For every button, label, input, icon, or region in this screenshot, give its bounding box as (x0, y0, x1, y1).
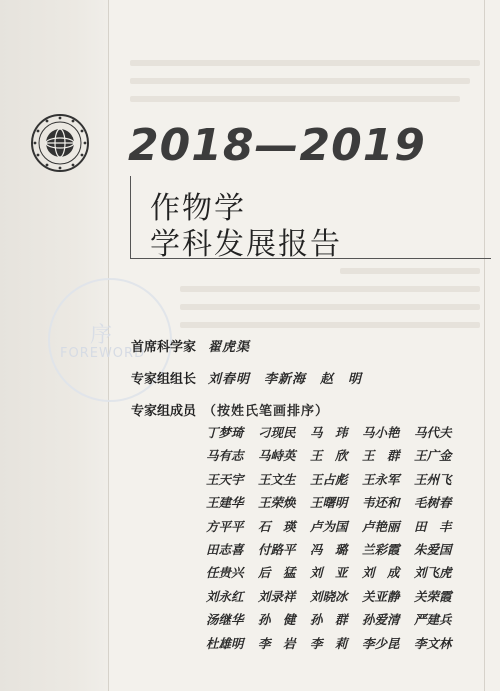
bleed-through (180, 322, 480, 328)
member-name: 严建兵 (414, 612, 452, 628)
bleed-through (130, 78, 470, 84)
member-name: 刘飞虎 (414, 565, 452, 581)
member-name: 方平平 (206, 518, 244, 534)
bleed-through (180, 304, 480, 310)
report-title-line-1: 作物学 (150, 191, 246, 226)
member-name: 王广金 (414, 448, 452, 464)
member-name: 刘 亚 (310, 565, 348, 581)
member-name: 刘永红 (206, 588, 244, 604)
member-name: 王曙明 (310, 495, 348, 511)
member-name: 关荣霞 (414, 588, 452, 604)
member-name: 马代夫 (414, 425, 452, 440)
member-name: 任贵兴 (206, 565, 244, 581)
member-name: 王州飞 (414, 471, 452, 487)
member-name: 王建华 (206, 495, 244, 511)
group-leader-label: 专家组组长 (131, 372, 197, 387)
members-order-note: （按姓氏笔画排序） (203, 404, 330, 419)
member-name: 王天宇 (206, 471, 244, 487)
member-name: 王荣焕 (258, 495, 296, 511)
member-name: 马峙英 (258, 448, 296, 464)
watermark-text: FOREWORD (60, 346, 146, 361)
member-name: 杜雄明 (206, 635, 244, 651)
group-members-label: 专家组成员 (131, 404, 197, 419)
bleed-through (130, 60, 480, 66)
group-leader-names: 刘春明 李新海 赵 明 (208, 372, 363, 387)
member-name: 毛树春 (414, 495, 452, 511)
member-name: 石 瑛 (258, 518, 296, 534)
member-name: 刘 成 (362, 565, 400, 581)
member-name: 兰彩霞 (362, 541, 400, 557)
member-name: 刘录祥 (258, 588, 296, 604)
member-name: 李文林 (414, 635, 452, 651)
member-name: 后 猛 (258, 565, 296, 581)
member-name: 田 丰 (414, 518, 452, 534)
bleed-through (180, 286, 480, 292)
report-year-range: 2018—2019 (128, 120, 426, 171)
watermark-char: 序 (90, 323, 113, 348)
member-name: 卢为国 (310, 518, 348, 534)
member-name: 冯 璐 (310, 541, 348, 557)
member-name: 王 欣 (310, 448, 348, 464)
member-name: 马 玮 (310, 425, 348, 440)
member-name: 关亚静 (362, 588, 400, 604)
chief-scientist-name: 翟虎渠 (208, 340, 251, 355)
member-name: 孙 健 (258, 612, 296, 628)
member-name: 王占彪 (310, 471, 348, 487)
member-name: 王 群 (362, 448, 400, 464)
member-name: 孙爱清 (362, 612, 400, 628)
member-name: 汤继华 (206, 612, 244, 628)
member-name: 付路平 (258, 541, 296, 557)
member-name: 王永军 (362, 471, 400, 487)
member-name: 田志喜 (206, 541, 244, 557)
bleed-through (340, 268, 480, 274)
member-name: 马小艳 (362, 425, 400, 440)
member-name: 李少昆 (362, 635, 400, 651)
right-rule (484, 0, 485, 691)
member-name: 刁现民 (258, 425, 296, 440)
member-name: 丁梦琦 (206, 425, 244, 440)
member-name: 刘晓冰 (310, 588, 348, 604)
member-name: 韦还和 (362, 495, 400, 511)
society-seal-icon (30, 113, 90, 173)
member-name: 李 岩 (258, 635, 296, 651)
member-name: 马有志 (206, 448, 244, 464)
chief-scientist-label: 首席科学家 (131, 340, 197, 355)
member-name: 李 莉 (310, 635, 348, 651)
member-list (206, 421, 466, 655)
member-name: 孙 群 (310, 612, 348, 628)
bleed-through (130, 96, 460, 102)
member-name: 王文生 (258, 471, 296, 487)
member-name: 卢艳丽 (362, 518, 400, 534)
member-name: 朱爱国 (414, 541, 452, 557)
report-title-line-2: 学科发展报告 (150, 227, 342, 262)
